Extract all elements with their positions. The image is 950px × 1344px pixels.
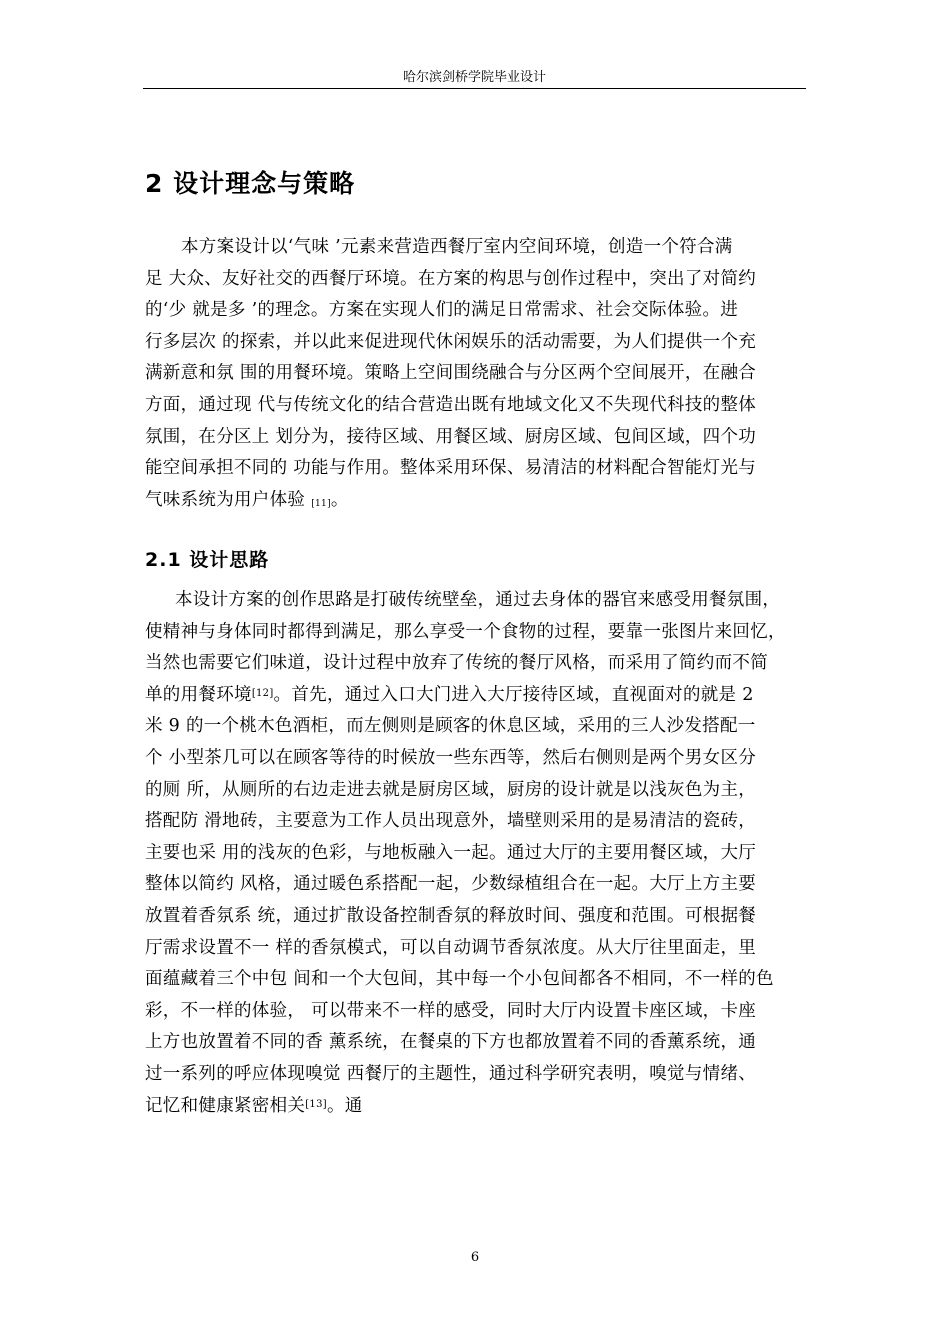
paragraph-line: 本设计方案的创作思路是打破传统壁垒，通过去身体的器官来感受用餐氛围， xyxy=(175,590,781,610)
paragraph-line: 个 小型茶几可以在顾客等待的时候放一些东西等，然后右侧则是两个男女区分 xyxy=(145,747,757,768)
paragraph-text: 记忆和健康紧密相关 xyxy=(145,1095,306,1116)
paragraph-line: 当然也需要它们味道，设计过程中放弃了传统的餐厅风格，而采用了简约而不简 xyxy=(145,653,768,674)
subsection-paragraph xyxy=(145,585,813,1122)
paragraph-line: 彩，不一样的体验， 可以带来不一样的感受，同时大厅内设置卡座区域，卡座 xyxy=(145,1000,757,1021)
paragraph-text: 气味系统为用户体验 xyxy=(145,489,306,510)
citation-13: [13] xyxy=(305,1098,327,1110)
paragraph-line: 过一系列的呼应体现嗅觉 西餐厅的主题性，通过科学研究表明，嗅觉与情绪、 xyxy=(145,1063,757,1084)
paragraph-line: 满新意和氛 围的用餐环境。策略上空间围绕融合与分区两个空间展开，在融合 xyxy=(145,363,757,384)
paragraph-line: 整体以简约 风格，通过暖色系搭配一起，少数绿植组合在一起。大厅上方主要 xyxy=(145,874,757,895)
paragraph-line: 能空间承担不同的 功能与作用。整体采用环保、易清洁的材料配合智能灯光与 xyxy=(145,458,757,479)
paragraph-text: 单的用餐环境 xyxy=(145,684,252,705)
paragraph-line: 搭配防 滑地砖，主要意为工作人员出现意外，墙壁则采用的是易清洁的瓷砖， xyxy=(145,811,757,832)
paragraph-line-cite xyxy=(145,680,813,712)
paragraph-line: 使精神与身体同时都得到满足，那么享受一个食物的过程，要靠一张图片来回忆， xyxy=(145,621,786,642)
paragraph-line: 本方案设计以‘气味 ’元素来营造西餐厅室内空间环境，创造一个符合满 xyxy=(181,237,733,257)
paragraph-line: 米 9 的一个桃木色酒柜，而左侧则是顾客的休息区域，采用的三人沙发搭配一 xyxy=(145,716,756,737)
section-paragraph xyxy=(145,232,813,516)
page-header: 哈尔滨剑桥学院毕业设计 xyxy=(402,70,546,85)
paragraph-line: 上方也放置着不同的香 薰系统，在餐桌的下方也都放置着不同的香薰系统，通 xyxy=(145,1032,757,1053)
paragraph-line-last xyxy=(145,485,813,517)
paragraph-line: 氛围，在分区上 划分为，接待区域、用餐区域、厨房区域、包间区域，四个功 xyxy=(145,426,757,447)
paragraph-line: 的‘少 就是多 ’的理念。方案在实现人们的满足日常需求、社会交际体验。进 xyxy=(145,300,739,321)
paragraph-line-final xyxy=(145,1091,813,1123)
paragraph-text-end: 。首先，通过入口大门进入大厅接待区域，直视面对的就是 2 xyxy=(273,684,754,705)
paragraph-text-end: 。 xyxy=(330,489,349,510)
section-heading: 2 设计理念与策略 xyxy=(145,169,356,198)
paragraph-line: 的厕 所，从厕所的右边走进去就是厨房区域，厨房的设计就是以浅灰色为主， xyxy=(145,779,757,800)
paragraph-line: 方面，通过现 代与传统文化的结合营造出既有地域文化又不失现代科技的整体 xyxy=(145,394,757,415)
citation-11: [11] xyxy=(311,498,331,509)
paragraph-text-end: 。通 xyxy=(326,1095,363,1116)
subsection-heading: 2.1 设计思路 xyxy=(145,549,270,571)
page-number: 6 xyxy=(470,1250,480,1265)
paragraph-line: 面蕴藏着三个中包 间和一个大包间，其中每一个小包间都各不相同，不一样的色 xyxy=(145,969,774,990)
paragraph-line: 放置着香氛系 统，通过扩散设备控制香氛的释放时间、强度和范围。可根据餐 xyxy=(145,905,757,926)
paragraph-line: 主要也采 用的浅灰的色彩，与地板融入一起。通过大厅的主要用餐区域，大厅 xyxy=(145,842,757,863)
paragraph-line: 厅需求设置不一 样的香氛模式，可以自动调节香氛浓度。从大厅往里面走，里 xyxy=(145,937,757,958)
paragraph-line: 足 大众、友好社交的西餐厅环境。在方案的构思与创作过程中，突出了对简约 xyxy=(145,268,757,289)
paragraph-line: 行多层次 的探索，并以此来促进现代休闲娱乐的活动需要，为人们提供一个充 xyxy=(145,331,757,352)
header-divider xyxy=(143,88,806,89)
citation-12: [12] xyxy=(251,687,274,699)
